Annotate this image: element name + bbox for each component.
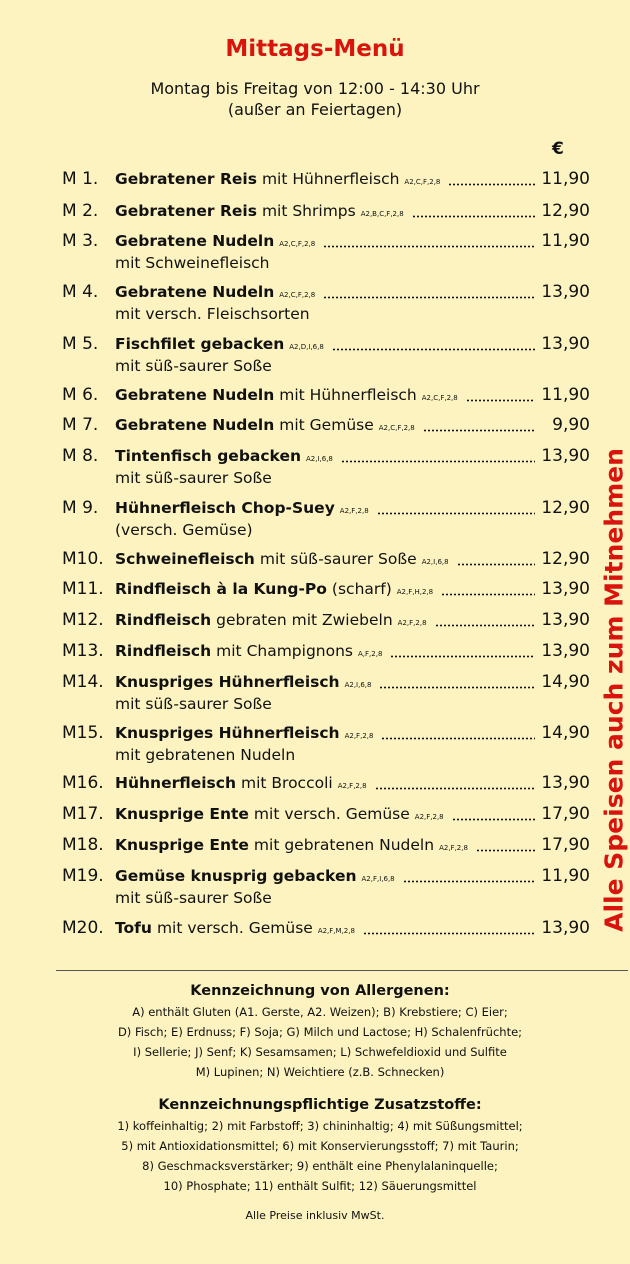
price-note: Alle Preise inklusiv MwSt. xyxy=(245,1209,385,1222)
divider xyxy=(56,970,628,971)
allergen-line: A) enthält Gluten (A1. Gerste, A2. Weizen); B) Krebstiere; C) Eier; xyxy=(132,1005,508,1019)
leader-dots xyxy=(375,787,535,790)
currency-symbol: € xyxy=(552,139,564,159)
item-description: mit süß-saurer Soße xyxy=(259,550,417,568)
item-name: Gebratene Nudeln xyxy=(115,386,275,404)
item-description: mit Gemüse xyxy=(279,416,374,434)
item-price: 11,90 xyxy=(541,866,590,886)
additive-line: 1) koffeinhaltig; 2) mit Farbstoff; 3) chininhaltig; 4) mit Süßungsmittel; xyxy=(117,1119,523,1133)
item-price: 11,90 xyxy=(541,169,590,189)
item-line xyxy=(115,640,590,665)
item-name: Knuspriges Hühnerfleisch xyxy=(115,673,340,691)
item-price: 14,90 xyxy=(541,672,590,692)
item-description: mit Broccoli xyxy=(241,774,333,792)
item-number: M15. xyxy=(62,723,104,743)
item-line xyxy=(115,609,590,634)
allergen-line: M) Lupinen; N) Weichtiere (z.B. Schnecken) xyxy=(195,1065,445,1079)
item-line xyxy=(115,548,590,573)
leader-dots xyxy=(363,932,535,935)
item-name: Fischfilet gebacken xyxy=(115,335,285,353)
leader-dots xyxy=(381,737,535,740)
item-number: M 2. xyxy=(62,201,99,221)
item-price: 12,90 xyxy=(541,201,590,221)
item-description: mit versch. Gemüse xyxy=(253,805,410,823)
item-allergens: A2,C,F,2,8 xyxy=(404,178,441,186)
leader-dots xyxy=(341,460,535,463)
menu-item xyxy=(0,281,590,341)
item-allergens: A2,D,I,6,8 xyxy=(289,343,324,351)
item-allergens: A2,F,2,8 xyxy=(344,732,374,740)
leader-dots xyxy=(457,563,535,566)
item-name: Knuspriges Hühnerfleisch xyxy=(115,724,340,742)
item-price: 13,90 xyxy=(541,641,590,661)
item-description: (scharf) xyxy=(331,580,392,598)
item-allergens: A2,B,C,F,2,8 xyxy=(360,210,404,218)
item-allergens: A2,F,M,2,8 xyxy=(317,927,355,935)
item-number: M11. xyxy=(62,579,104,599)
item-name: Gebratene Nudeln xyxy=(115,283,275,301)
item-name: Rindfleisch xyxy=(115,642,212,660)
item-number: M20. xyxy=(62,918,104,938)
item-line xyxy=(115,834,590,859)
item-price: 12,90 xyxy=(541,498,590,518)
item-allergens: A2,F,2,8 xyxy=(339,507,369,515)
item-description: gebraten mit Zwiebeln xyxy=(216,611,393,629)
item-line xyxy=(115,917,590,942)
item-allergens: A2,I,6,8 xyxy=(421,558,449,566)
item-price: 13,90 xyxy=(541,773,590,793)
item-subline: mit süß-saurer Soße xyxy=(115,695,272,713)
menu-item xyxy=(0,445,590,505)
item-name: Gebratene Nudeln xyxy=(115,232,275,250)
item-line xyxy=(115,803,590,828)
leader-dots xyxy=(403,880,535,883)
item-name: Knusprige Ente xyxy=(115,836,249,854)
item-price: 13,90 xyxy=(541,918,590,938)
item-allergens: A2,F,H,2,8 xyxy=(396,588,434,596)
item-line xyxy=(115,578,590,603)
opening-hours-note: (außer an Feiertagen) xyxy=(227,100,403,119)
additive-heading: Kennzeichnungspflichtige Zusatzstoffe: xyxy=(158,1097,482,1113)
item-allergens: A2,I,6,8 xyxy=(306,455,333,463)
item-allergens: A2,C,F,2,8 xyxy=(279,240,316,248)
item-subline: mit Schweinefleisch xyxy=(115,254,270,272)
item-description: mit gebratenen Nudeln xyxy=(253,836,435,854)
item-name: Gemüse knusprig gebacken xyxy=(115,867,357,885)
item-subline: mit gebratenen Nudeln xyxy=(115,746,296,764)
item-allergens: A2,I,6,8 xyxy=(344,681,372,689)
item-subline: mit süß-saurer Soße xyxy=(115,889,272,907)
leader-dots xyxy=(452,818,535,821)
item-number: M 8. xyxy=(62,446,99,466)
additive-line: 8) Geschmacksverstärker; 9) enthält eine Phenylalaninquelle; xyxy=(142,1159,498,1173)
item-line xyxy=(115,168,590,193)
item-number: M14. xyxy=(62,672,104,692)
additive-line: 5) mit Antioxidationsmittel; 6) mit Konservierungsstoff; 7) mit Taurin; xyxy=(121,1139,519,1153)
item-line xyxy=(115,200,590,225)
item-number: M 7. xyxy=(62,415,99,435)
item-name: Hühnerfleisch xyxy=(115,774,236,792)
item-name: Knusprige Ente xyxy=(115,805,249,823)
item-number: M 9. xyxy=(62,498,99,518)
item-description: mit Hühnerfleisch xyxy=(261,170,400,188)
item-description: mit Shrimps xyxy=(261,202,356,220)
item-description: mit versch. Gemüse xyxy=(156,919,313,937)
item-number: M18. xyxy=(62,835,104,855)
item-allergens: A,F,2,8 xyxy=(358,650,383,658)
leader-dots xyxy=(476,849,535,852)
item-number: M 5. xyxy=(62,334,99,354)
item-name: Hühnerfleisch Chop-Suey xyxy=(115,499,335,517)
item-name: Rindfleisch à la Kung-Po xyxy=(115,580,327,598)
item-number: M12. xyxy=(62,610,104,630)
item-subline: mit versch. Fleischsorten xyxy=(115,305,310,323)
leader-dots xyxy=(435,624,535,627)
item-price: 13,90 xyxy=(541,610,590,630)
leader-dots xyxy=(441,593,535,596)
item-number: M10. xyxy=(62,549,104,569)
item-name: Tintenfisch gebacken xyxy=(115,447,301,465)
item-name: Gebratene Nudeln xyxy=(115,416,275,434)
allergen-line: D) Fisch; E) Erdnuss; F) Soja; G) Milch und Lactose; H) Schalenfrüchte; xyxy=(117,1025,523,1039)
allergen-heading: Kennzeichnung von Allergenen: xyxy=(190,983,450,999)
item-price: 12,90 xyxy=(541,549,590,569)
leader-dots xyxy=(412,215,535,218)
item-line xyxy=(115,772,590,797)
additive-legend xyxy=(40,1094,600,1196)
item-name: Schweinefleisch xyxy=(115,550,255,568)
item-price: 13,90 xyxy=(541,334,590,354)
item-price: 9,90 xyxy=(552,415,590,435)
menu-item xyxy=(0,917,590,977)
item-price: 11,90 xyxy=(541,231,590,251)
item-allergens: A2,F,I,6,8 xyxy=(361,875,395,883)
item-line xyxy=(115,414,590,439)
item-price: 13,90 xyxy=(541,579,590,599)
item-price: 13,90 xyxy=(541,282,590,302)
item-price: 13,90 xyxy=(541,446,590,466)
item-allergens: A2,F,2,8 xyxy=(439,844,468,852)
leader-dots xyxy=(323,245,535,248)
item-allergens: A2,C,F,2,8 xyxy=(378,424,415,432)
item-number: M 6. xyxy=(62,385,99,405)
leader-dots xyxy=(377,512,535,515)
item-description: mit Hühnerfleisch xyxy=(279,386,417,404)
additive-line: 10) Phosphate; 11) enthält Sulfit; 12) Säuerungsmittel xyxy=(163,1179,477,1193)
menu-item xyxy=(0,865,590,925)
item-line xyxy=(115,384,590,409)
item-name: Rindfleisch xyxy=(115,611,212,629)
leader-dots xyxy=(466,399,535,402)
leader-dots xyxy=(423,429,535,432)
item-name: Gebratener Reis xyxy=(115,170,257,188)
item-subline: mit süß-saurer Soße xyxy=(115,469,272,487)
item-allergens: A2,F,2,8 xyxy=(397,619,427,627)
leader-dots xyxy=(390,655,535,658)
item-number: M19. xyxy=(62,866,104,886)
allergen-legend xyxy=(40,980,600,1082)
item-description: mit Champignons xyxy=(216,642,353,660)
item-allergens: A2,F,2,8 xyxy=(414,813,444,821)
leader-dots xyxy=(332,348,535,351)
leader-dots xyxy=(323,296,535,299)
opening-hours xyxy=(0,78,630,120)
item-allergens: A2,F,2,8 xyxy=(337,782,367,790)
takeaway-note-text: Alle Speisen auch zum Mitnehmen xyxy=(599,448,629,932)
leader-dots xyxy=(448,183,535,186)
item-name: Tofu xyxy=(115,919,152,937)
leader-dots xyxy=(379,686,535,689)
item-number: M 3. xyxy=(62,231,99,251)
item-number: M 1. xyxy=(62,169,99,189)
opening-hours-days: Montag bis Freitag von 12:00 - 14:30 Uhr xyxy=(150,79,480,98)
allergen-line: I) Sellerie; J) Senf; K) Sesamsamen; L) Schwefeldioxid und Sulfite xyxy=(133,1045,507,1059)
item-subline: (versch. Gemüse) xyxy=(115,521,253,539)
menu-title: Mittags-Menü xyxy=(225,36,405,62)
item-allergens: A2,C,F,2,8 xyxy=(421,394,458,402)
item-price: 17,90 xyxy=(541,835,590,855)
item-price: 11,90 xyxy=(541,385,590,405)
item-allergens: A2,C,F,2,8 xyxy=(279,291,316,299)
item-name: Gebratener Reis xyxy=(115,202,257,220)
item-subline: mit süß-saurer Soße xyxy=(115,357,272,375)
item-price: 17,90 xyxy=(541,804,590,824)
item-number: M 4. xyxy=(62,282,99,302)
item-price: 14,90 xyxy=(541,723,590,743)
item-number: M16. xyxy=(62,773,104,793)
item-number: M17. xyxy=(62,804,104,824)
item-number: M13. xyxy=(62,641,104,661)
